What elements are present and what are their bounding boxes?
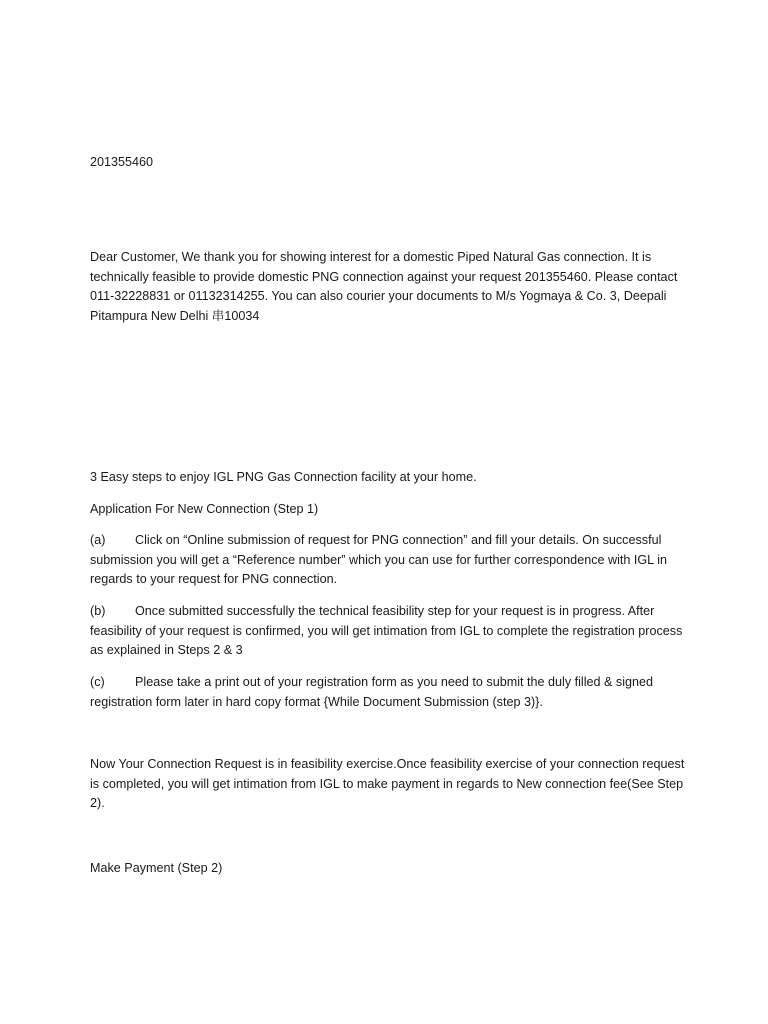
list-item-text: Please take a print out of your registration form as you need to submit the duly filled & signed registration form later in hard copy format {While Document Submission (step 3)}.	[90, 675, 654, 709]
list-item-marker: (c)	[90, 675, 105, 689]
intro-paragraph: Dear Customer, We thank you for showing interest for a domestic Piped Natural Gas connection. It is technically feasible to provide domestic PNG connection against your request 201355460. Please contact 011-32228831 or 01132314255. You can also courier your documents to M/s Yogmaya & Co. 3, Deepali Pitampura New Delhi 串10034	[90, 250, 678, 323]
steps-heading: 3 Easy steps to enjoy IGL PNG Gas Connection facility at your home.	[90, 470, 477, 484]
step2-heading: Make Payment (Step 2)	[90, 861, 223, 875]
list-item-marker: (a)	[90, 533, 106, 547]
list-item-text: Click on “Online submission of request for PNG connection” and fill your details. On successful submission you will get a “Reference number” which you can use for further correspondence with IGL in regards to your request for PNG connection.	[90, 533, 668, 586]
list-item	[90, 602, 690, 661]
feasibility-paragraph: Now Your Connection Request is in feasibility exercise.Once feasibility exercise of your connection request is completed, you will get intimation from IGL to make payment in regards to New connection fee(See Step 2).	[90, 757, 685, 810]
step1-heading: Application For New Connection (Step 1)	[90, 502, 319, 516]
reference-number: 201355460	[90, 155, 154, 169]
list-item-text: Once submitted successfully the technical feasibility step for your request is in progress. After feasibility of your request is confirmed, you will get intimation from IGL to complete the registration process as explained in Steps 2 & 3	[90, 604, 683, 657]
list-item-marker: (b)	[90, 604, 106, 618]
list-item	[90, 531, 690, 590]
list-item	[90, 673, 690, 712]
